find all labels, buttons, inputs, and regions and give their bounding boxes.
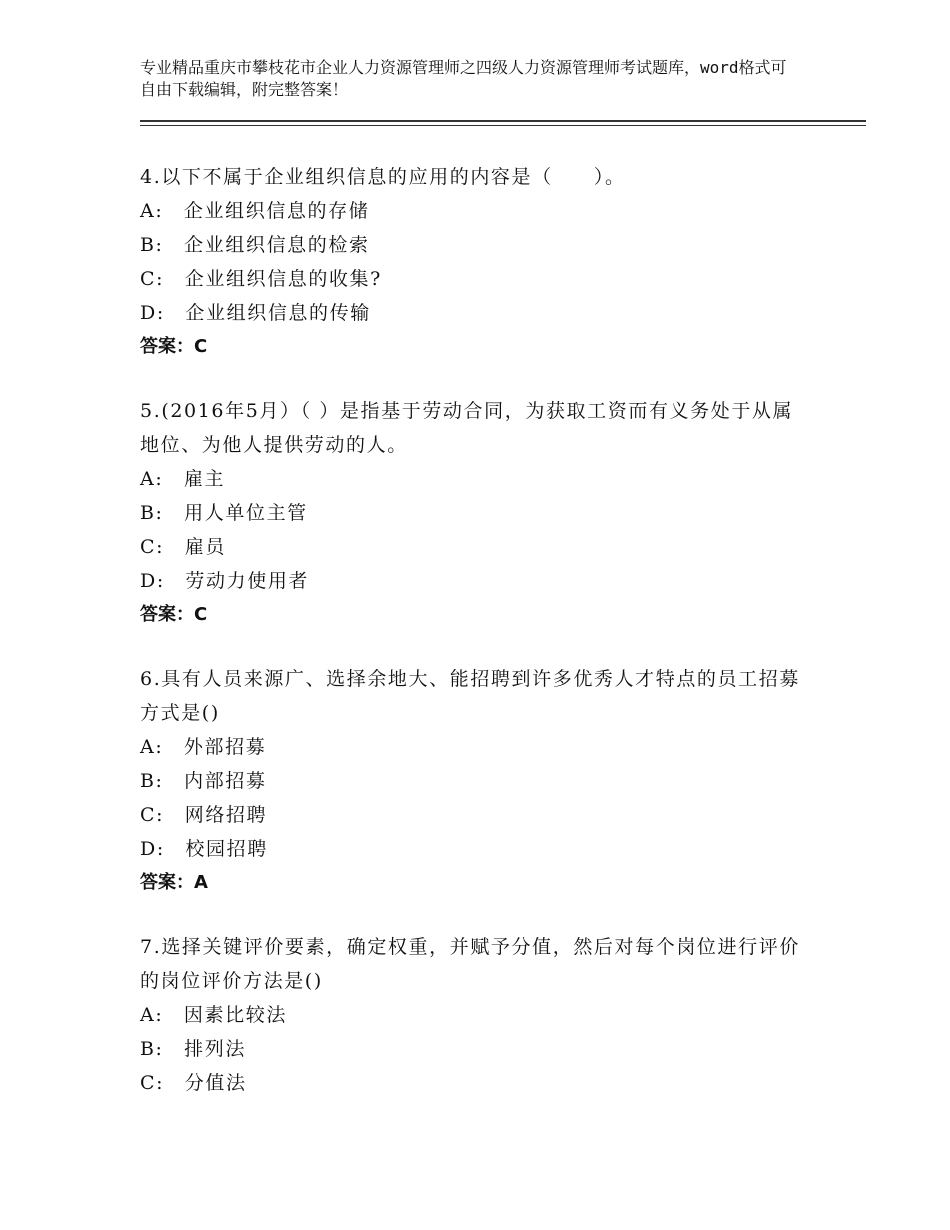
answer: 答案：C	[140, 604, 208, 625]
option-a: A: 因素比较法	[140, 1004, 287, 1026]
question-stem: 6.具有人员来源广、选择余地大、能招聘到许多优秀人才特点的员工招募方式是()	[140, 668, 800, 724]
option-b: B: 用人单位主管	[140, 502, 308, 524]
header-rule-thick	[140, 120, 866, 122]
option-a: A: 外部招募	[140, 736, 267, 758]
question-list	[140, 160, 810, 1130]
option-b: B: 排列法	[140, 1038, 246, 1060]
answer: 答案：A	[140, 872, 208, 893]
option-c: C: 分值法	[140, 1072, 247, 1094]
option-c: C: 网络招聘	[140, 804, 268, 826]
option-c: C: 雇员	[140, 536, 226, 558]
question-4	[140, 160, 810, 364]
option-d: D: 劳动力使用者	[140, 570, 310, 592]
option-b: B: 内部招募	[140, 770, 267, 792]
answer: 答案：C	[140, 336, 208, 357]
question-stem: 4.以下不属于企业组织信息的应用的内容是（ ）。	[140, 166, 626, 188]
question-stem: 7.选择关键评价要素，确定权重，并赋予分值，然后对每个岗位进行评价的岗位评价方法是()	[140, 936, 800, 992]
option-b: B: 企业组织信息的检索	[140, 234, 370, 256]
question-7	[140, 930, 810, 1100]
option-d: D: 校园招聘	[140, 838, 268, 860]
question-stem: 5.(2016年5月）（ ）是指基于劳动合同，为获取工资而有义务处于从属地位、为他人提供劳动的人。	[140, 400, 794, 456]
option-a: A: 企业组织信息的存储	[140, 200, 370, 222]
question-5	[140, 394, 810, 632]
document-header: 专业精品重庆市攀枝花市企业人力资源管理师之四级人力资源管理师考试题库，word格式可自由下载编辑，附完整答案！	[140, 58, 787, 99]
option-a: A: 雇主	[140, 468, 226, 490]
option-d: D: 企业组织信息的传输	[140, 302, 371, 324]
header-rule-thin	[140, 125, 866, 126]
question-6	[140, 662, 810, 900]
option-c: C: 企业组织信息的收集?	[140, 268, 382, 290]
